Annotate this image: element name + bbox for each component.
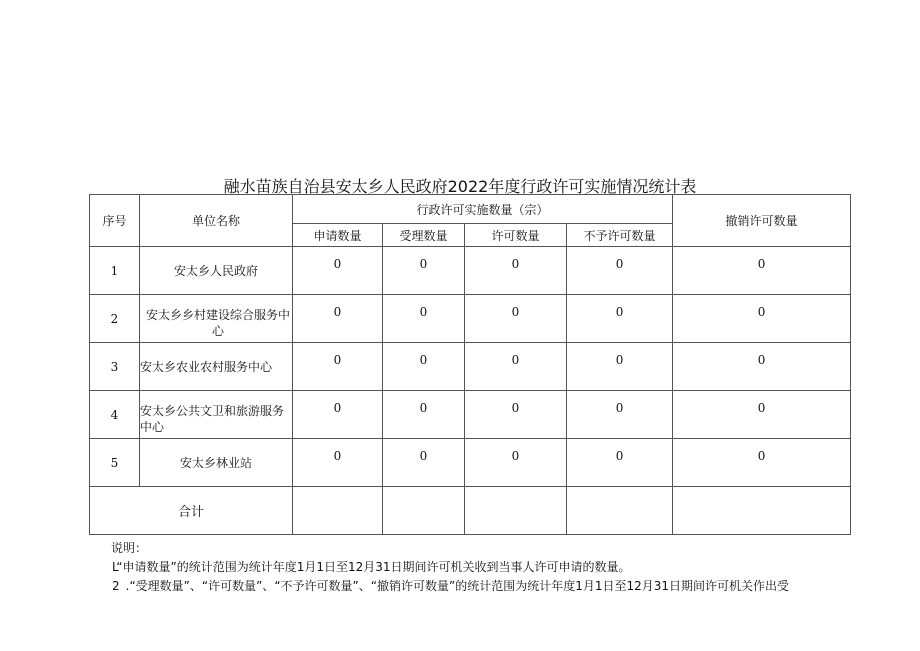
cell-accept: 0 — [383, 439, 465, 487]
table-row — [90, 439, 851, 487]
statistics-table — [89, 194, 851, 535]
page-title: 融水苗族自治县安太乡人民政府2022年度行政许可实施情况统计表 — [223, 177, 697, 196]
table-row — [90, 391, 851, 439]
cell-apply: 0 — [293, 439, 383, 487]
header-index: 序号 — [90, 195, 140, 247]
row-unit: 安太乡林业站 — [140, 439, 293, 487]
total-deny — [567, 487, 673, 535]
cell-accept: 0 — [383, 343, 465, 391]
note-line-2 — [100, 577, 789, 596]
cell-revoke: 0 — [673, 439, 851, 487]
header-apply: 申请数量 — [293, 224, 383, 247]
row-index: 3 — [90, 343, 140, 391]
table-row — [90, 295, 851, 343]
row-unit: 安太乡乡村建设综合服务中心 — [140, 295, 293, 343]
cell-accept: 0 — [383, 247, 465, 295]
cell-accept: 0 — [383, 391, 465, 439]
row-index: 5 — [90, 439, 140, 487]
row-unit: 安太乡人民政府 — [140, 247, 293, 295]
cell-grant: 0 — [465, 391, 567, 439]
note-line-2-text: .“受理数量”、“许可数量”、“不予许可数量”、“撤销许可数量”的统计范围为统计年度1月1日至12月31日期间许可机关作出受 — [125, 579, 790, 593]
total-grant — [465, 487, 567, 535]
row-unit: 安太乡公共文卫和旅游服务中心 — [140, 391, 293, 439]
cell-grant: 0 — [465, 247, 567, 295]
row-index: 1 — [90, 247, 140, 295]
cell-grant: 0 — [465, 343, 567, 391]
header-group: 行政许可实施数量（宗） — [293, 195, 673, 224]
table-row — [90, 343, 851, 391]
total-label: 合计 — [90, 487, 293, 535]
header-unit: 单位名称 — [140, 195, 293, 247]
cell-revoke: 0 — [673, 247, 851, 295]
cell-deny: 0 — [567, 391, 673, 439]
cell-deny: 0 — [567, 343, 673, 391]
cell-revoke: 0 — [673, 295, 851, 343]
header-revoke: 撤销许可数量 — [673, 195, 851, 247]
notes — [100, 539, 789, 596]
cell-deny: 0 — [567, 439, 673, 487]
cell-revoke: 0 — [673, 343, 851, 391]
cell-grant: 0 — [465, 439, 567, 487]
cell-deny: 0 — [567, 247, 673, 295]
cell-revoke: 0 — [673, 391, 851, 439]
notes-heading: 说明： — [111, 541, 148, 555]
header-deny: 不予许可数量 — [567, 224, 673, 247]
table-row — [90, 247, 851, 295]
cell-accept: 0 — [383, 295, 465, 343]
note-line-2-number: 2 — [112, 579, 120, 593]
row-index: 4 — [90, 391, 140, 439]
cell-apply: 0 — [293, 247, 383, 295]
header-accept: 受理数量 — [383, 224, 465, 247]
header-grant: 许可数量 — [465, 224, 567, 247]
cell-grant: 0 — [465, 295, 567, 343]
note-line-1: L“申请数量”的统计范围为统计年度1月1日至12月31日期间许可机关收到当事人许可申请的数量。 — [112, 560, 631, 574]
cell-apply: 0 — [293, 343, 383, 391]
cell-apply: 0 — [293, 295, 383, 343]
row-index: 2 — [90, 295, 140, 343]
total-accept — [383, 487, 465, 535]
cell-apply: 0 — [293, 391, 383, 439]
cell-deny: 0 — [567, 295, 673, 343]
total-revoke — [673, 487, 851, 535]
header-row-1 — [90, 195, 851, 224]
row-unit: 安太乡农业农村服务中心 — [140, 343, 293, 391]
total-apply — [293, 487, 383, 535]
total-row — [90, 487, 851, 535]
